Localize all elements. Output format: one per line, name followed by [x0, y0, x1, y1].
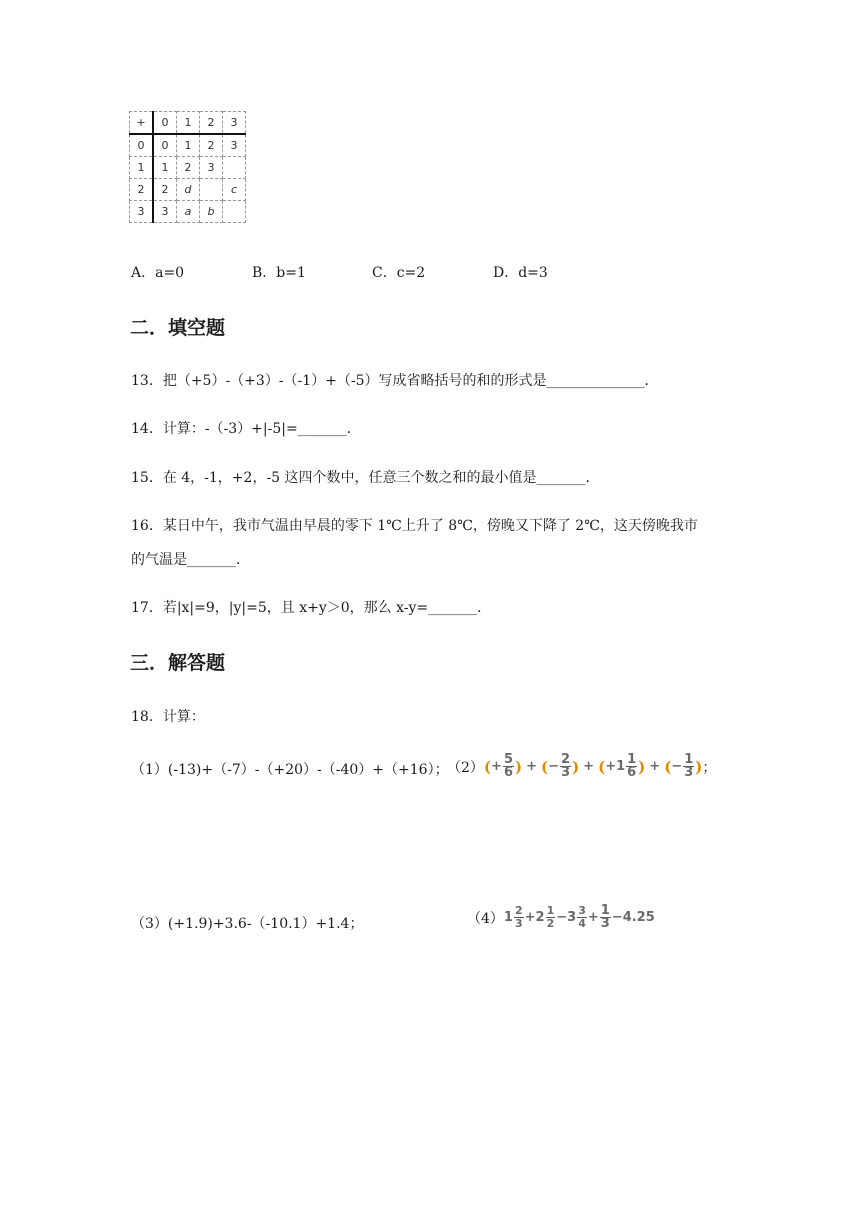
table-row — [130, 112, 246, 135]
table-cell: 2 — [177, 157, 200, 179]
mixed-number: 3 $\frac{3}{4}$ — [567, 904, 586, 930]
addition-table — [129, 111, 246, 223]
semicolon: ； — [702, 759, 717, 776]
problem-label: （2） — [447, 759, 484, 776]
problem-3: （3）(+1.9)+3.6-（-10.1）+1.4； — [131, 916, 364, 932]
question-13: 13．把（+5）-（+3）-（-1）+（-5）写成省略括号的和的形式是______________． — [131, 373, 659, 389]
sign: − — [671, 759, 683, 774]
paren-open: ( — [541, 757, 549, 776]
operator: − — [556, 910, 568, 925]
table-cell: 2 — [200, 112, 223, 135]
question-18: 18．计算： — [131, 709, 205, 725]
table-cell: 1 — [130, 157, 154, 179]
table-cell — [223, 157, 246, 179]
fraction: $\frac{5}{6}$ — [503, 752, 513, 780]
sign: − — [548, 759, 560, 774]
operator: + — [524, 910, 536, 925]
paren-open: ( — [664, 757, 672, 776]
choice-d: D．d=3 — [493, 265, 548, 281]
problem-1: （1）(-13)+（-7）-（+20）-（-40）+（+16）； — [131, 762, 449, 778]
paren-close: ) — [514, 757, 523, 776]
table-cell: 0 — [153, 112, 177, 135]
table-cell — [200, 179, 223, 201]
choice-b: B．b=1 — [252, 265, 306, 281]
question-16-line1: 16．某日中午，我市气温由早晨的零下 1℃上升了 8℃，傍晚又下降了 2℃，这天傍晚我市 — [131, 518, 698, 534]
fraction: $\frac{1}{3}$ — [684, 752, 694, 780]
question-16-line2: 的气温是_______． — [131, 552, 250, 568]
operator: + — [583, 759, 595, 774]
operator: + — [587, 910, 599, 925]
sign: +1 — [605, 759, 626, 774]
table-cell: 3 — [153, 201, 177, 223]
question-17: 17．若|x|=9，|y|=5，且 x+y＞0，那么 x-y=_______． — [131, 600, 492, 616]
table-cell: 2 — [200, 134, 223, 157]
table-cell: 0 — [153, 134, 177, 157]
mixed-number: 1 $\frac{2}{3}$ — [503, 904, 523, 930]
question-15: 15．在 4，-1，+2，-5 这四个数中，任意三个数之和的最小值是_______． — [131, 470, 600, 486]
section-heading-fill-blank: 二．填空题 — [130, 317, 226, 339]
table-cell: d — [177, 179, 200, 201]
sign: + — [491, 759, 502, 774]
mixed-number: 2 $\frac{1}{2}$ — [535, 904, 555, 930]
table-cell: 1 — [153, 157, 177, 179]
table-cell: c — [223, 179, 246, 201]
table-cell: 3 — [130, 201, 154, 223]
paren-close: ) — [638, 757, 646, 776]
table-cell: 3 — [223, 112, 246, 135]
choice-c: C．c=2 — [372, 265, 426, 281]
fraction: $\frac{2}{3}$ — [561, 752, 571, 780]
decimal-term: −4.25 — [611, 910, 655, 925]
table-cell: 0 — [130, 134, 154, 157]
fraction: $\frac{1}{6}$ — [627, 752, 637, 780]
table-cell: 2 — [153, 179, 177, 201]
paren-close: ) — [695, 757, 703, 776]
table-cell: b — [200, 201, 223, 223]
table-row — [130, 157, 246, 179]
table-row — [130, 201, 246, 223]
table-cell: 3 — [223, 134, 246, 157]
table-cell: a — [177, 201, 200, 223]
paren-close: ) — [572, 757, 580, 776]
problem-label: （4） — [467, 910, 504, 927]
problem-2 — [447, 754, 716, 779]
choice-a: A．a=0 — [131, 265, 185, 281]
table-cell: 2 — [130, 179, 154, 201]
table-cell: 1 — [177, 134, 200, 157]
operator: + — [526, 759, 537, 774]
fraction: $\frac{1}{3}$ — [600, 903, 610, 931]
question-14: 14．计算：-（-3）+|-5|=_______． — [131, 421, 361, 437]
table-cell — [223, 201, 246, 223]
paren-open: ( — [483, 757, 492, 776]
operator: + — [649, 759, 661, 774]
table-row — [130, 179, 246, 201]
paren-open: ( — [598, 757, 606, 776]
table-cell: 3 — [200, 157, 223, 179]
problem-4 — [467, 905, 655, 930]
section-heading-solve: 三．解答题 — [130, 652, 226, 674]
table-cell: + — [130, 112, 154, 135]
table-row — [130, 134, 246, 157]
table-cell: 1 — [177, 112, 200, 135]
